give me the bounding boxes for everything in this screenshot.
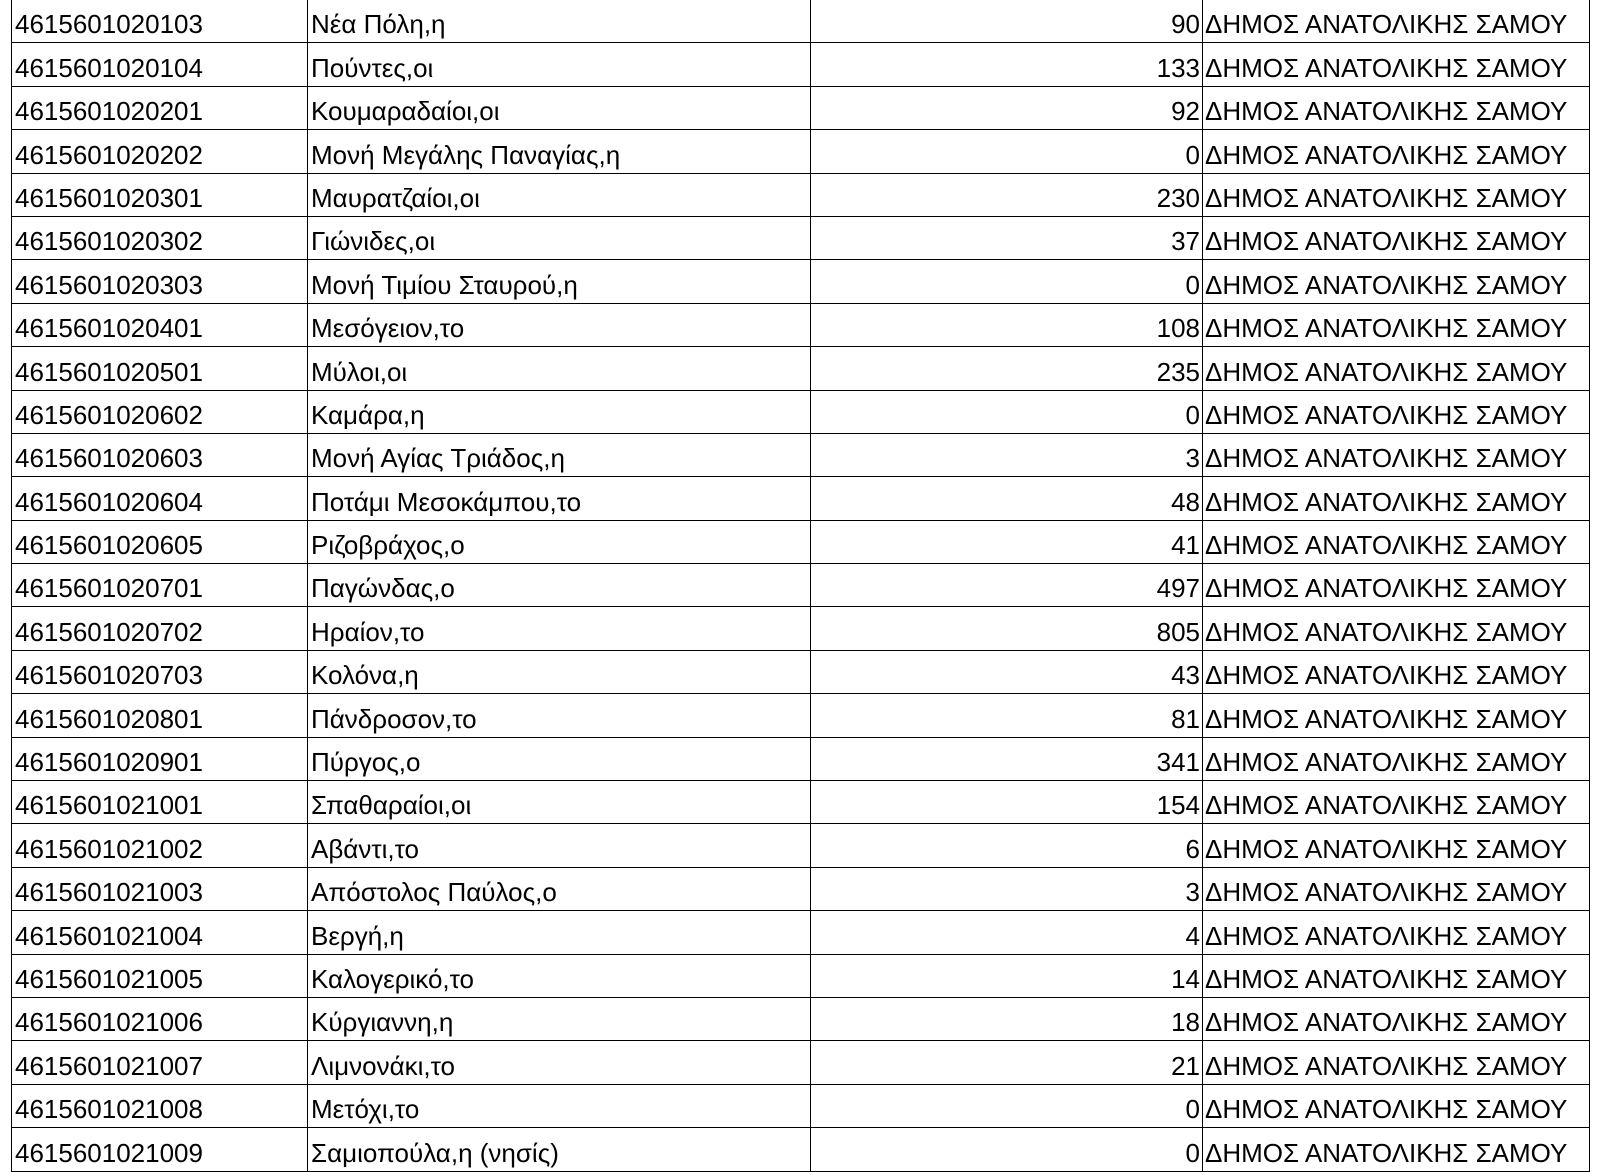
- table-row: [12, 303, 1590, 346]
- table-row: [12, 737, 1590, 780]
- cell-population[interactable]: 0: [811, 390, 1203, 433]
- cell-code[interactable]: 4615601021002: [12, 824, 308, 867]
- cell-name[interactable]: Σαμιοπούλα,η (νησίς): [308, 1128, 811, 1171]
- cell-name[interactable]: Κύργιαννη,η: [308, 997, 811, 1040]
- cell-population[interactable]: 0: [811, 260, 1203, 303]
- cell-municipality[interactable]: ΔΗΜΟΣ ΑΝΑΤΟΛΙΚΗΣ ΣΑΜΟΥ: [1203, 564, 1590, 607]
- table-row: [12, 477, 1590, 520]
- cell-name[interactable]: Πούντες,οι: [308, 43, 811, 86]
- table-row: [12, 867, 1590, 910]
- cell-name[interactable]: Ηραίον,το: [308, 607, 811, 650]
- cell-municipality[interactable]: ΔΗΜΟΣ ΑΝΑΤΟΛΙΚΗΣ ΣΑΜΟΥ: [1203, 607, 1590, 650]
- cell-population[interactable]: 18: [811, 997, 1203, 1040]
- cell-municipality[interactable]: ΔΗΜΟΣ ΑΝΑΤΟΛΙΚΗΣ ΣΑΜΟΥ: [1203, 1128, 1590, 1171]
- cell-population[interactable]: 4: [811, 911, 1203, 954]
- cell-municipality[interactable]: ΔΗΜΟΣ ΑΝΑΤΟΛΙΚΗΣ ΣΑΜΟΥ: [1203, 954, 1590, 997]
- table-row: [12, 824, 1590, 867]
- table-row: [12, 781, 1590, 824]
- table-row: [12, 997, 1590, 1040]
- cell-municipality[interactable]: ΔΗΜΟΣ ΑΝΑΤΟΛΙΚΗΣ ΣΑΜΟΥ: [1203, 390, 1590, 433]
- cell-name[interactable]: Λιμνονάκι,το: [308, 1041, 811, 1084]
- cell-name[interactable]: Μονή Μεγάλης Παναγίας,η: [308, 130, 811, 173]
- cell-code[interactable]: 4615601020501: [12, 347, 308, 390]
- cell-code[interactable]: 4615601020603: [12, 433, 308, 476]
- cell-name[interactable]: Παγώνδας,ο: [308, 564, 811, 607]
- cell-name[interactable]: Νέα Πόλη,η: [308, 0, 811, 43]
- cell-municipality[interactable]: ΔΗΜΟΣ ΑΝΑΤΟΛΙΚΗΣ ΣΑΜΟΥ: [1203, 911, 1590, 954]
- cell-name[interactable]: Καλογερικό,το: [308, 954, 811, 997]
- cell-municipality[interactable]: ΔΗΜΟΣ ΑΝΑΤΟΛΙΚΗΣ ΣΑΜΟΥ: [1203, 781, 1590, 824]
- cell-population[interactable]: 43: [811, 650, 1203, 693]
- cell-municipality[interactable]: ΔΗΜΟΣ ΑΝΑΤΟΛΙΚΗΣ ΣΑΜΟΥ: [1203, 867, 1590, 910]
- cell-name[interactable]: Αβάντι,το: [308, 824, 811, 867]
- cell-population[interactable]: 497: [811, 564, 1203, 607]
- cell-code[interactable]: 4615601020401: [12, 303, 308, 346]
- cell-population[interactable]: 81: [811, 694, 1203, 737]
- cell-name[interactable]: Κουμαραδαίοι,οι: [308, 86, 811, 129]
- cell-name[interactable]: Βεργή,η: [308, 911, 811, 954]
- cell-municipality[interactable]: ΔΗΜΟΣ ΑΝΑΤΟΛΙΚΗΣ ΣΑΜΟΥ: [1203, 520, 1590, 563]
- cell-code[interactable]: 4615601021004: [12, 911, 308, 954]
- cell-municipality[interactable]: ΔΗΜΟΣ ΑΝΑΤΟΛΙΚΗΣ ΣΑΜΟΥ: [1203, 737, 1590, 780]
- cell-code[interactable]: 4615601021007: [12, 1041, 308, 1084]
- cell-name[interactable]: Μονή Τιμίου Σταυρού,η: [308, 260, 811, 303]
- cell-name[interactable]: Ποτάμι Μεσοκάμπου,το: [308, 477, 811, 520]
- cell-municipality[interactable]: ΔΗΜΟΣ ΑΝΑΤΟΛΙΚΗΣ ΣΑΜΟΥ: [1203, 173, 1590, 216]
- cell-municipality[interactable]: ΔΗΜΟΣ ΑΝΑΤΟΛΙΚΗΣ ΣΑΜΟΥ: [1203, 1041, 1590, 1084]
- table-row: [12, 564, 1590, 607]
- table-row: [12, 694, 1590, 737]
- table-row: [12, 1128, 1590, 1171]
- cell-population[interactable]: 0: [811, 1128, 1203, 1171]
- cell-name[interactable]: Μετόχι,το: [308, 1084, 811, 1127]
- table-row: [12, 0, 1590, 43]
- cell-population[interactable]: 90: [811, 0, 1203, 43]
- cell-municipality[interactable]: ΔΗΜΟΣ ΑΝΑΤΟΛΙΚΗΣ ΣΑΜΟΥ: [1203, 0, 1590, 43]
- cell-municipality[interactable]: ΔΗΜΟΣ ΑΝΑΤΟΛΙΚΗΣ ΣΑΜΟΥ: [1203, 477, 1590, 520]
- cell-code[interactable]: 4615601020103: [12, 0, 308, 43]
- cell-population[interactable]: 133: [811, 43, 1203, 86]
- cell-population[interactable]: 230: [811, 173, 1203, 216]
- cell-population[interactable]: 14: [811, 954, 1203, 997]
- cell-code[interactable]: 4615601020604: [12, 477, 308, 520]
- cell-name[interactable]: Πύργος,ο: [308, 737, 811, 780]
- cell-name[interactable]: Ριζοβράχος,ο: [308, 520, 811, 563]
- cell-population[interactable]: 805: [811, 607, 1203, 650]
- cell-municipality[interactable]: ΔΗΜΟΣ ΑΝΑΤΟΛΙΚΗΣ ΣΑΜΟΥ: [1203, 433, 1590, 476]
- cell-code[interactable]: 4615601020901: [12, 737, 308, 780]
- cell-code[interactable]: 4615601020703: [12, 650, 308, 693]
- cell-population[interactable]: 3: [811, 867, 1203, 910]
- cell-municipality[interactable]: ΔΗΜΟΣ ΑΝΑΤΟΛΙΚΗΣ ΣΑΜΟΥ: [1203, 694, 1590, 737]
- cell-name[interactable]: Πάνδροσον,το: [308, 694, 811, 737]
- cell-municipality[interactable]: ΔΗΜΟΣ ΑΝΑΤΟΛΙΚΗΣ ΣΑΜΟΥ: [1203, 1084, 1590, 1127]
- cell-code[interactable]: 4615601020702: [12, 607, 308, 650]
- cell-code[interactable]: 4615601021006: [12, 997, 308, 1040]
- cell-code[interactable]: 4615601021003: [12, 867, 308, 910]
- cell-code[interactable]: 4615601020605: [12, 520, 308, 563]
- table-row: [12, 433, 1590, 476]
- cell-code[interactable]: 4615601021001: [12, 781, 308, 824]
- cell-code[interactable]: 4615601021008: [12, 1084, 308, 1127]
- cell-code[interactable]: 4615601020104: [12, 43, 308, 86]
- table-row: [12, 1084, 1590, 1127]
- cell-population[interactable]: 235: [811, 347, 1203, 390]
- cell-code[interactable]: 4615601020202: [12, 130, 308, 173]
- cell-municipality[interactable]: ΔΗΜΟΣ ΑΝΑΤΟΛΙΚΗΣ ΣΑΜΟΥ: [1203, 43, 1590, 86]
- cell-municipality[interactable]: ΔΗΜΟΣ ΑΝΑΤΟΛΙΚΗΣ ΣΑΜΟΥ: [1203, 216, 1590, 259]
- cell-population[interactable]: 0: [811, 1084, 1203, 1127]
- cell-municipality[interactable]: ΔΗΜΟΣ ΑΝΑΤΟΛΙΚΗΣ ΣΑΜΟΥ: [1203, 997, 1590, 1040]
- cell-population[interactable]: 0: [811, 130, 1203, 173]
- table-row: [12, 86, 1590, 129]
- cell-code[interactable]: 4615601021009: [12, 1128, 308, 1171]
- cell-municipality[interactable]: ΔΗΜΟΣ ΑΝΑΤΟΛΙΚΗΣ ΣΑΜΟΥ: [1203, 824, 1590, 867]
- cell-name[interactable]: Καμάρα,η: [308, 390, 811, 433]
- table-row: [12, 173, 1590, 216]
- cell-name[interactable]: Σπαθαραίοι,οι: [308, 781, 811, 824]
- table-row: [12, 954, 1590, 997]
- cell-name[interactable]: Μεσόγειον,το: [308, 303, 811, 346]
- cell-code[interactable]: 4615601021005: [12, 954, 308, 997]
- cell-population[interactable]: 41: [811, 520, 1203, 563]
- cell-population[interactable]: 92: [811, 86, 1203, 129]
- cell-name[interactable]: Απόστολος Παύλος,ο: [308, 867, 811, 910]
- cell-population[interactable]: 108: [811, 303, 1203, 346]
- cell-population[interactable]: 6: [811, 824, 1203, 867]
- cell-name[interactable]: Γιώνιδες,οι: [308, 216, 811, 259]
- cell-population[interactable]: 154: [811, 781, 1203, 824]
- cell-municipality[interactable]: ΔΗΜΟΣ ΑΝΑΤΟΛΙΚΗΣ ΣΑΜΟΥ: [1203, 130, 1590, 173]
- cell-municipality[interactable]: ΔΗΜΟΣ ΑΝΑΤΟΛΙΚΗΣ ΣΑΜΟΥ: [1203, 86, 1590, 129]
- table-row: [12, 260, 1590, 303]
- cell-population[interactable]: 21: [811, 1041, 1203, 1084]
- table-row: [12, 347, 1590, 390]
- cell-code[interactable]: 4615601020602: [12, 390, 308, 433]
- table-row: [12, 43, 1590, 86]
- table-row: [12, 130, 1590, 173]
- cell-population[interactable]: 341: [811, 737, 1203, 780]
- table-row: [12, 911, 1590, 954]
- cell-name[interactable]: Μύλοι,οι: [308, 347, 811, 390]
- table-body: [12, 0, 1590, 1171]
- cell-code[interactable]: 4615601020801: [12, 694, 308, 737]
- cell-name[interactable]: Κολόνα,η: [308, 650, 811, 693]
- cell-municipality[interactable]: ΔΗΜΟΣ ΑΝΑΤΟΛΙΚΗΣ ΣΑΜΟΥ: [1203, 260, 1590, 303]
- table-row: [12, 1041, 1590, 1084]
- settlements-table: [11, 0, 1590, 1172]
- table-row: [12, 390, 1590, 433]
- cell-municipality[interactable]: ΔΗΜΟΣ ΑΝΑΤΟΛΙΚΗΣ ΣΑΜΟΥ: [1203, 347, 1590, 390]
- cell-name[interactable]: Μαυρατζαίοι,οι: [308, 173, 811, 216]
- cell-municipality[interactable]: ΔΗΜΟΣ ΑΝΑΤΟΛΙΚΗΣ ΣΑΜΟΥ: [1203, 303, 1590, 346]
- cell-name[interactable]: Μονή Αγίας Τριάδος,η: [308, 433, 811, 476]
- table-row: [12, 607, 1590, 650]
- cell-population[interactable]: 48: [811, 477, 1203, 520]
- table-row: [12, 650, 1590, 693]
- cell-municipality[interactable]: ΔΗΜΟΣ ΑΝΑΤΟΛΙΚΗΣ ΣΑΜΟΥ: [1203, 650, 1590, 693]
- cell-population[interactable]: 3: [811, 433, 1203, 476]
- cell-code[interactable]: 4615601020303: [12, 260, 308, 303]
- cell-code[interactable]: 4615601020701: [12, 564, 308, 607]
- cell-code[interactable]: 4615601020301: [12, 173, 308, 216]
- cell-code[interactable]: 4615601020302: [12, 216, 308, 259]
- table-row: [12, 520, 1590, 563]
- cell-code[interactable]: 4615601020201: [12, 86, 308, 129]
- cell-population[interactable]: 37: [811, 216, 1203, 259]
- table-row: [12, 216, 1590, 259]
